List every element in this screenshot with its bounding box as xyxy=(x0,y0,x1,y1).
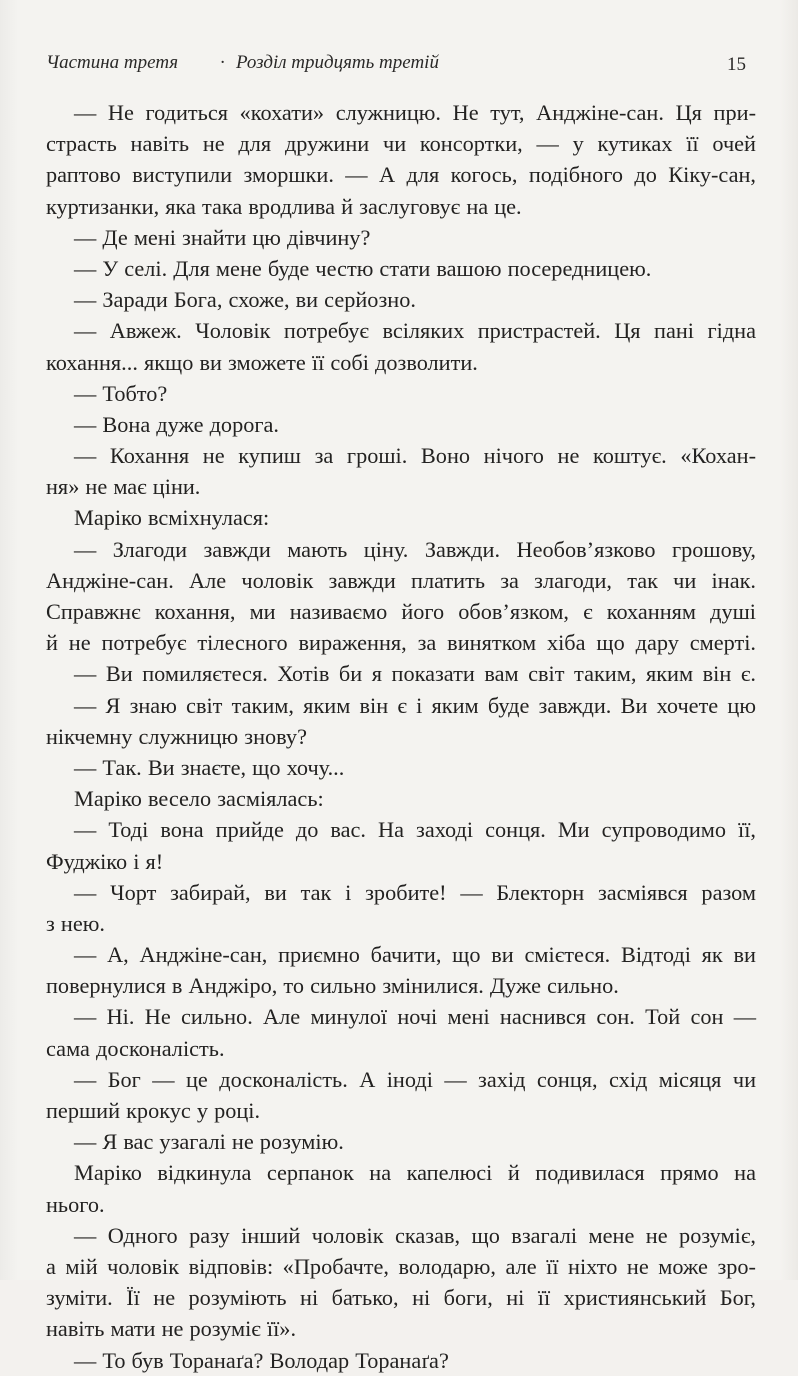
text-line: — Заради Бога, схоже, ви серйозно. xyxy=(74,287,416,313)
text-line: — Так. Ви знаєте, що хочу... xyxy=(74,754,345,780)
text-line: — Кохання не купиш за гроші. Воно нічого не коштує. «Кохан- xyxy=(74,443,756,469)
text-line: — У селі. Для мене буде честю стати вашою посередницею. xyxy=(74,255,652,281)
text-line: — Вона дуже дорога. xyxy=(74,411,279,437)
text-line: — Ви помиляєтеся. Хотів би я показати вам світ таким, яким він є. xyxy=(74,661,756,687)
text-line: нікчемну служницю знову? xyxy=(46,723,307,749)
text-line: — Не годиться «кохати» служницю. Не тут, Анджіне-сан. Ця при- xyxy=(74,100,756,125)
text-line: — Авжеж. Чоловік потребує всіляких пристрастей. Ця пані гідна xyxy=(74,318,756,344)
text-line: — Де мені знайти цю дівчину? xyxy=(74,224,371,250)
text-line: з нею. xyxy=(46,910,105,936)
text-line: перший крокус у році. xyxy=(46,1098,261,1123)
text-line: сама досконалість. xyxy=(46,1035,225,1061)
text-line: повернулися в Анджіро, то сильно змінилися. Дуже сильно. xyxy=(46,973,619,999)
text-line: куртизанки, яка така вродлива й заслуговує на це. xyxy=(46,193,522,219)
text-line: — Ні. Не сильно. Але минулої ночі мені наснився сон. Той сон — xyxy=(74,1004,756,1030)
text-line: нього. xyxy=(46,1191,105,1217)
text-line: Анджіне-сан. Але чоловік завжди платить за злагоди, так чи інак. xyxy=(46,567,756,593)
text-line: кохання... якщо ви зможете її собі дозволити. xyxy=(46,349,478,375)
text-line: а мій чоловік відповів: «Пробачте, володарю, але її ніхто не може зро- xyxy=(46,1253,756,1279)
text-line: — Тобто? xyxy=(74,380,168,406)
text-line: зуміти. Її не розуміють ні батько, ні боги, ні її християнський Бог, xyxy=(46,1285,756,1311)
text-line: ня» не має ціни. xyxy=(46,474,201,500)
text-line: Маріко відкинула серпанок на капелюсі й подивилася прямо на xyxy=(74,1160,756,1186)
text-line: Фуджіко і я! xyxy=(46,848,164,874)
text-line: — Тоді вона прийде до вас. На заході сонця. Ми супроводимо її, xyxy=(74,817,756,843)
text-line: — Чорт забирай, ви так і зробите! — Блекторн засміявся разом xyxy=(74,879,756,905)
header-part-title: Частина третя xyxy=(46,52,179,73)
page-number: 15 xyxy=(727,54,746,75)
text-line: страсть навіть не для дружини чи консортки, — у кутиках її очей xyxy=(46,131,756,157)
header-chapter-title: Розділ тридцять третій xyxy=(236,52,439,73)
text-line: Маріко весело засміялась: xyxy=(74,786,324,812)
text-line: — Бог — це досконалість. А іноді — захід сонця, схід місяця чи xyxy=(74,1066,756,1092)
text-line: Маріко всміхнулася: xyxy=(74,505,270,531)
text-line: — Я вас узагалі не розумію. xyxy=(74,1129,344,1155)
text-line: — Злагоди завжди мають ціну. Завжди. Необов’язково грошову, xyxy=(74,536,756,562)
text-line: — То був Торанаґа? Володар Торанаґа? xyxy=(74,1347,449,1373)
text-line: Справжнє кохання, ми називаємо його обов’язком, є коханням душі xyxy=(46,599,756,624)
running-header xyxy=(46,52,746,76)
text-line: раптово виступили зморшки. — А для когось, подібного до Кіку-сан, xyxy=(46,162,756,188)
body-text xyxy=(46,97,756,1376)
text-line: навіть мати не розуміє її». xyxy=(46,1316,297,1342)
text-line: — А, Анджіне-сан, приємно бачити, що ви смієтеся. Відтоді як ви xyxy=(74,942,756,968)
text-line: — Я знаю світ таким, яким він є і яким буде завжди. Ви хочете цю xyxy=(74,692,756,718)
header-separator: · xyxy=(220,52,225,73)
text-line: й не потребує тілесного вираження, за винятком хіба що дару смерті. xyxy=(46,630,756,656)
text-line: — Одного разу інший чоловік сказав, що взагалі мене не розуміє, xyxy=(74,1222,756,1248)
